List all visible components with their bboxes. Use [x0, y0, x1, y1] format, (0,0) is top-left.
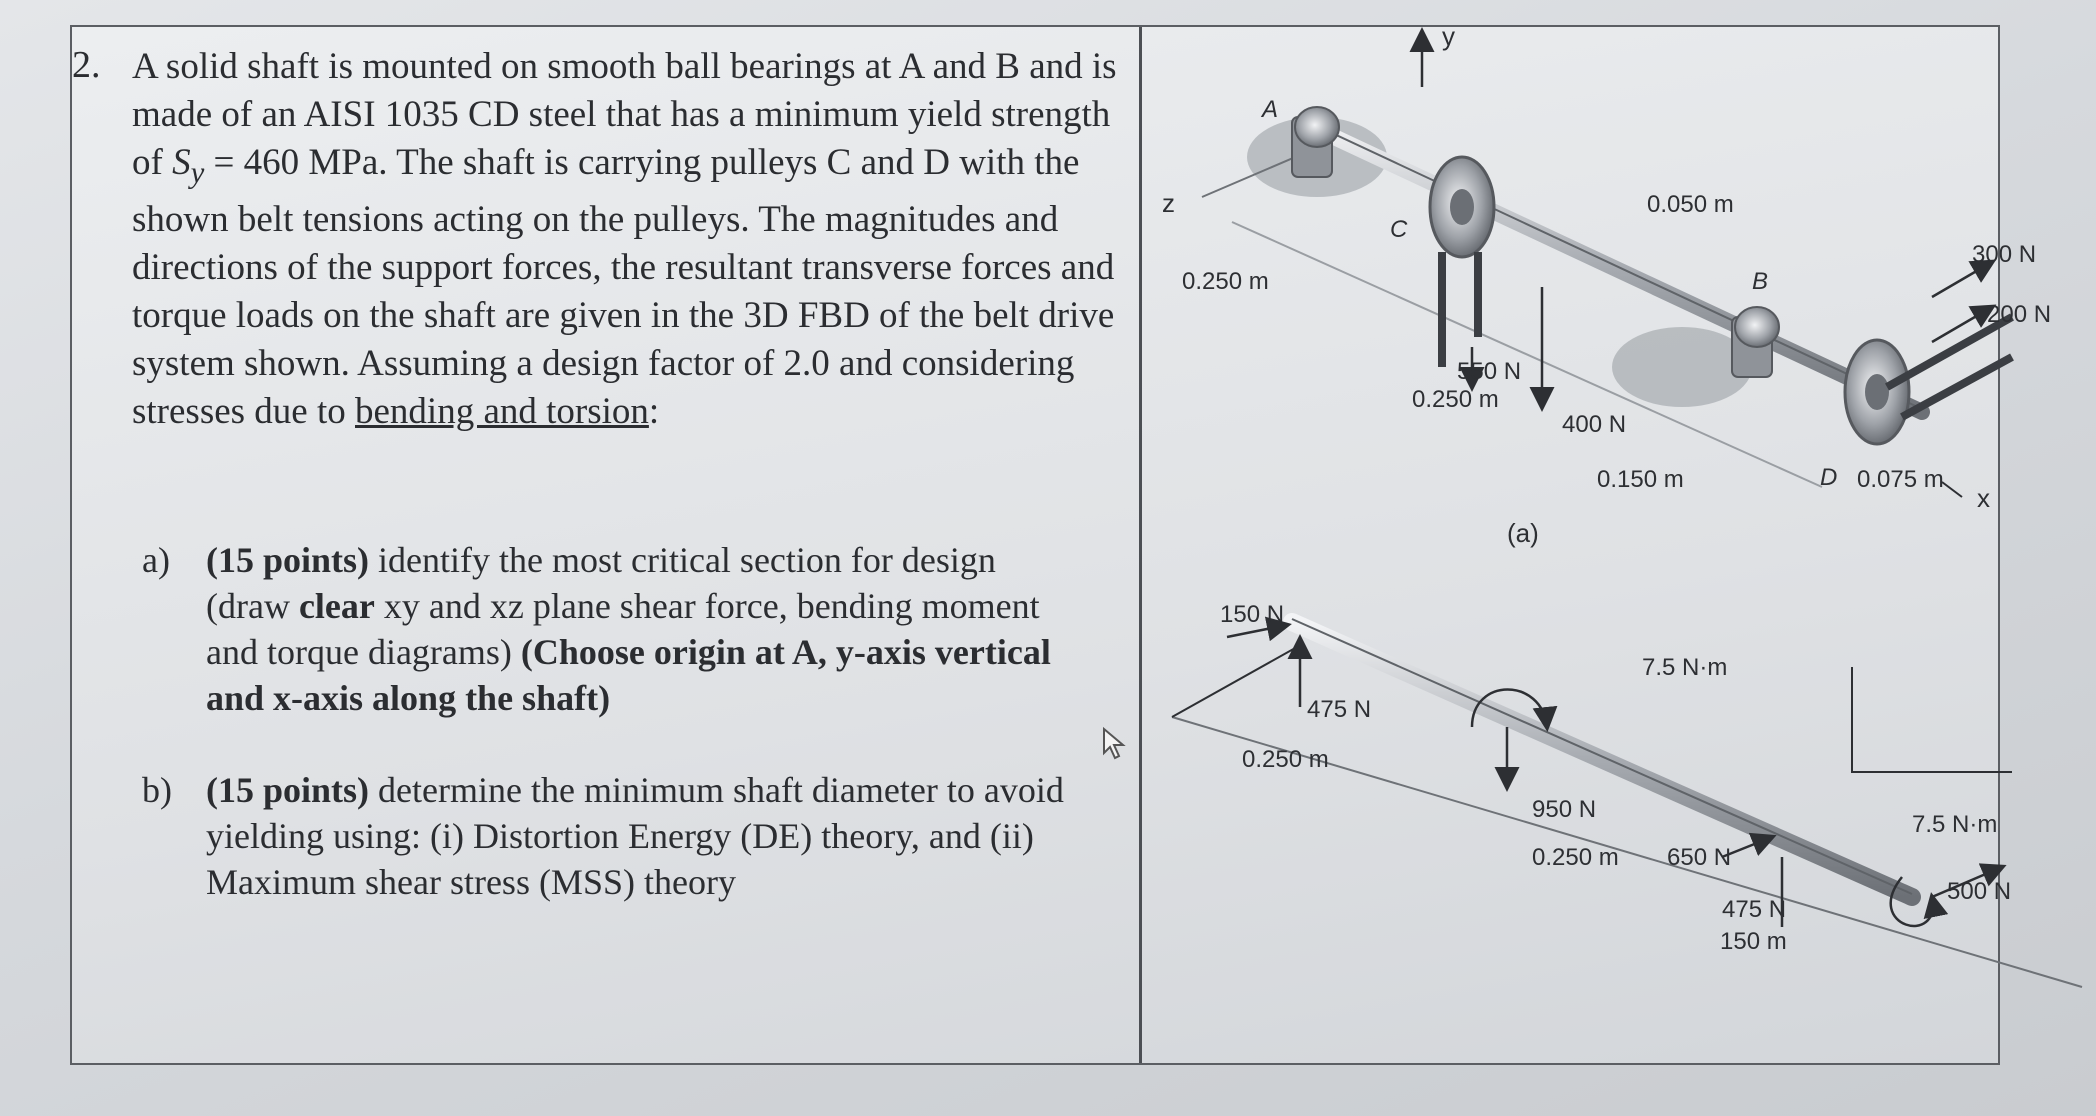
statement-colon: : — [648, 391, 660, 433]
part-a-text — [206, 537, 1066, 721]
dim-AC: 0.250 m — [1182, 268, 1269, 295]
pulley-C-hub — [1450, 189, 1474, 225]
torque-frame — [1852, 667, 2012, 772]
dim-CB: 0.250 m — [1412, 386, 1499, 413]
shaft — [1302, 122, 1922, 412]
axis-y-label: y — [1442, 21, 1455, 51]
fbd-3d-view — [1162, 21, 2051, 548]
bottom-z-line — [1172, 647, 1297, 717]
part-b-label: b) — [142, 770, 172, 810]
fbd-figure — [1142, 21, 2052, 1067]
sy-symbol: S — [172, 142, 191, 183]
force-B-475N: 475 N — [1722, 896, 1787, 923]
dim-bottom-2: 0.250 m — [1532, 844, 1619, 871]
dim-bottom-1: 0.250 m — [1242, 746, 1329, 773]
part-a-clear: clear — [298, 586, 375, 626]
label-B: B — [1752, 268, 1769, 295]
torque-D-label: 7.5 N·m — [1912, 811, 1998, 838]
fbd-loads-view — [1172, 601, 2082, 987]
statement-body: = 460 MPa. The shaft is carrying pulleys C and D with the shown belt tensions acting on the pulleys. The magnitudes and directions of the support forces, the resultant transverse forces and torque loads on the shaft are given in the 3D FBD of the belt drive system shown. Assuming a design factor of 2.0 and considering stresses due to — [132, 142, 1115, 433]
force-B-650N: 650 N — [1667, 844, 1732, 871]
label-C: C — [1390, 216, 1408, 243]
part-b-text — [206, 767, 1066, 905]
force-C-950N: 950 N — [1532, 796, 1597, 823]
part-a-text-2: xy and xz plane shear force, bending moment and torque diagrams) — [206, 586, 1040, 672]
force-A-475N: 475 N — [1307, 696, 1372, 723]
part-a-text-1: identify the most critical section for design (draw — [206, 540, 996, 626]
part-a-label: a) — [142, 540, 170, 580]
statement-intro: A solid shaft is mounted on smooth ball bearings at A and B and is made of an AISI 1035 CD steel that has a minimum yield strength of — [132, 46, 1117, 183]
torque-C-label: 7.5 N·m — [1642, 654, 1728, 681]
question-statement — [132, 43, 1122, 436]
force-D-500N: 500 N — [1947, 878, 2012, 905]
question-number: 2. — [72, 44, 101, 86]
bearing-B-ring — [1735, 307, 1779, 347]
problem-sheet — [70, 21, 2052, 1065]
force-A-150N: 150 N — [1220, 601, 1285, 628]
force-400N: 400 N — [1562, 411, 1627, 438]
mouse-cursor-icon — [1102, 727, 1132, 763]
figure-panel — [1142, 21, 2052, 1063]
figure-caption-a: (a) — [1507, 518, 1539, 548]
label-D: D — [1820, 464, 1838, 491]
part-b-body: determine the minimum shaft diameter to avoid yielding using: (i) Distortion Energy (DE) theory, and (ii) Maximum shear stress (MSS) theory — [206, 770, 1064, 902]
shaft-edge — [1302, 119, 1922, 409]
dim-BD: 0.150 m — [1597, 466, 1684, 493]
dim-bottom-3: 150 m — [1720, 928, 1787, 955]
problem-text-panel — [72, 27, 1142, 1063]
pulley-D-hub — [1865, 374, 1889, 410]
force-550N: 550 N — [1457, 358, 1522, 385]
x-axis-tick — [1942, 482, 1962, 497]
axis-z-label: z — [1162, 188, 1175, 218]
part-a-origin-note: (Choose origin at A, y-axis vertical and x-axis along the shaft) — [206, 632, 1051, 718]
force-300N: 300 N — [1972, 241, 2037, 268]
part-b-points: (15 points) — [206, 770, 370, 810]
bending-torsion-underlined: bending and torsion — [355, 391, 649, 433]
label-A: A — [1262, 96, 1279, 123]
dim-pulley-D: 0.075 m — [1857, 466, 1944, 493]
bearing-A-ring — [1295, 107, 1339, 147]
axis-x-label: x — [1977, 483, 1990, 513]
sy-subscript: y — [190, 155, 205, 190]
dim-pulley-C: 0.050 m — [1647, 191, 1734, 218]
force-200N: 200 N — [1987, 301, 2052, 328]
part-a-points: (15 points) — [206, 540, 370, 580]
